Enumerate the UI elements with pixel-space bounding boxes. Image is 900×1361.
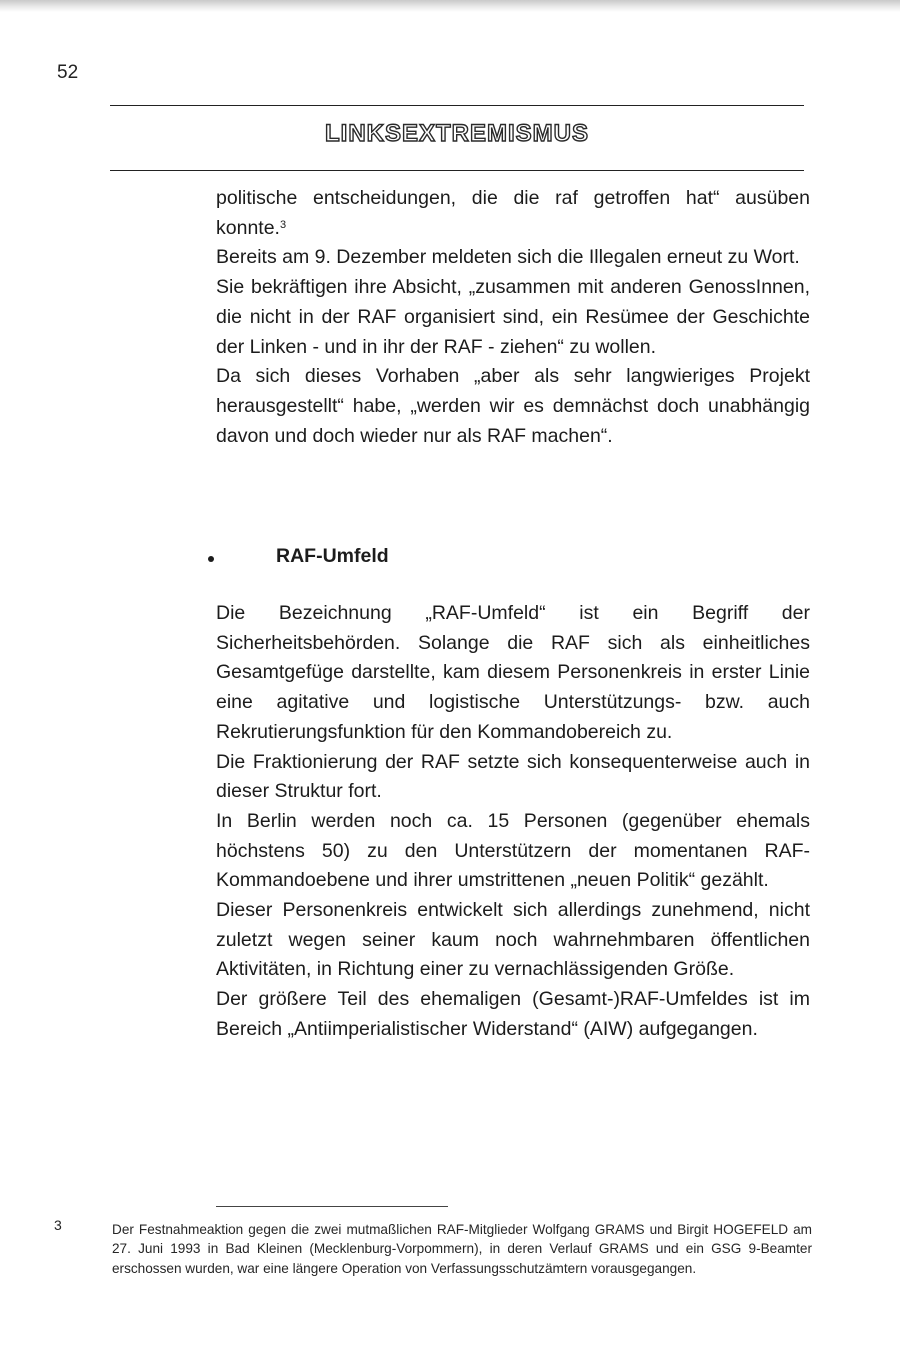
section-body <box>216 599 810 1045</box>
paragraph <box>216 184 810 243</box>
footnote-text <box>112 1220 812 1278</box>
paragraph: Die Bezeichnung „RAF-Umfeld“ ist ein Begriff der Sicherheitsbehörden. Solange die RAF sich als einheitliches Gesamtgefüge darstellte, kam diesem Personenkreis in erster Linie eine agitative und logistische Unterstützungs- bzw. auch Rekrutierungsfunktion für den Kommandobereich zu. <box>216 602 810 743</box>
footnote-number: 3 <box>54 1217 62 1233</box>
paragraph: Der größere Teil des ehemaligen (Gesamt-)RAF-Umfeldes ist im Bereich „Antiimperialistischer Widerstand“ (AIW) aufgegangen. <box>216 988 810 1040</box>
footnote-reference[interactable]: 3 <box>279 218 287 231</box>
header-rule-bottom <box>110 170 804 171</box>
header-rule-top <box>110 105 804 106</box>
page-number: 52 <box>57 62 79 83</box>
paragraph: Sie bekräftigen ihre Absicht, „zusammen mit anderen GenossInnen, die nicht in der RAF organisiert sind, ein Resümee der Geschichte der Linken - und in ihr der RAF - ziehen“ zu wollen. <box>216 276 810 358</box>
paragraph: Die Fraktionierung der RAF setzte sich konsequenterweise auch in dieser Struktur fort. <box>216 750 810 803</box>
footnote-paragraph: Der Festnahmeaktion gegen die zwei mutmaßlichen RAF-Mitglieder Wolfgang GRAMS und Birgit HOGEFELD am 27. Juni 1993 in Bad Kleinen (Mecklenburg-Vorpommern), in deren Verlauf GRAMS und ein GSG 9-Beamter erschossen wurden, war eine längere Operation von Verfassungsschutzämtern vorausgegangen. <box>112 1222 812 1276</box>
running-head: LINKSEXTREMISMUS <box>324 120 589 147</box>
paragraph: Da sich dieses Vorhaben „aber als sehr langwieriges Projekt herausgestellt“ habe, „werden wir es demnächst doch unabhängig davon und doch wieder nur als RAF machen“. <box>216 365 810 447</box>
paragraph: Bereits am 9. Dezember meldeten sich die Illegalen erneut zu Wort. <box>216 246 800 269</box>
paragraph: Dieser Personenkreis entwickelt sich allerdings zunehmend, nicht zuletzt wegen seiner kaum noch wahrnehmbaren öffentlichen Aktivitäten, in Richtung einer zu vernachlässigenden Größe. <box>216 899 810 981</box>
paragraph: In Berlin werden noch ca. 15 Personen (gegenüber ehemals höchstens 50) zu den Unterstützern der momentanen RAF-Kommandoebene und ihrer umstrittenen „neuen Politik“ gezählt. <box>216 809 810 892</box>
footnote-separator <box>216 1206 448 1207</box>
intro-text <box>216 184 810 451</box>
section-heading-text: RAF-Umfeld <box>276 544 389 567</box>
section-heading <box>208 541 389 571</box>
paragraph-text: politische entscheidungen, die die raf getroffen hat“ ausüben konnte. <box>216 187 810 239</box>
bullet-icon <box>208 556 214 562</box>
scan-edge <box>0 0 900 12</box>
